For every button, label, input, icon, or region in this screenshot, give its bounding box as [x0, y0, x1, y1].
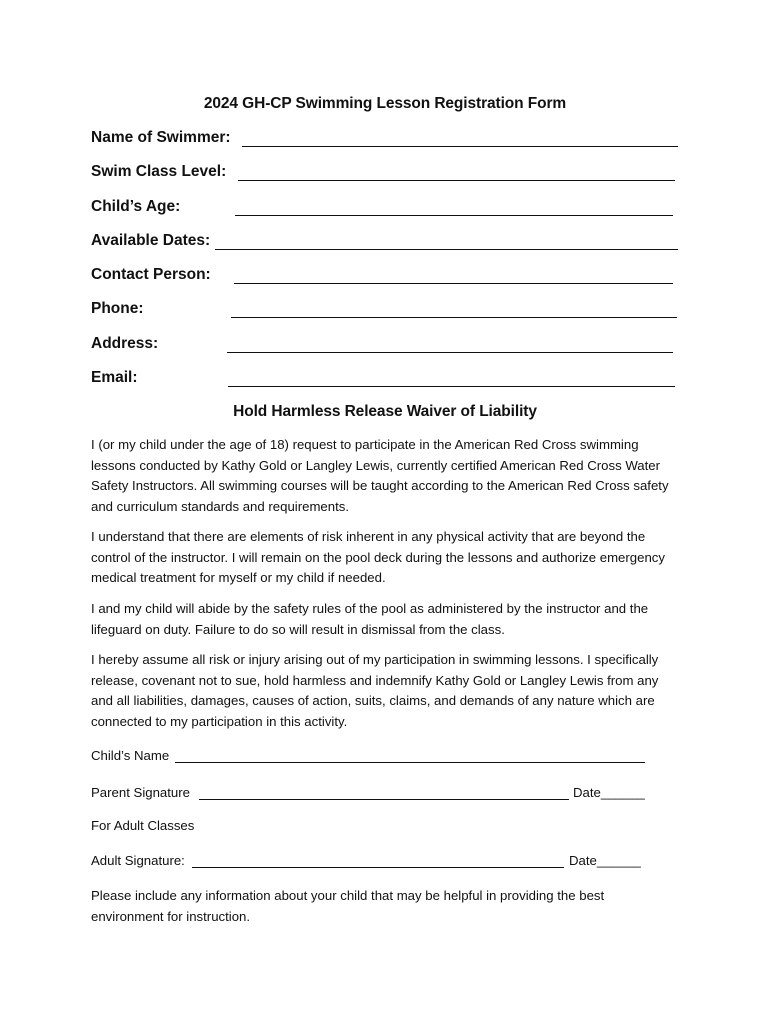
waiver-title: Hold Harmless Release Waiver of Liability [233, 403, 537, 420]
waiver-paragraph: I understand that there are elements of risk inherent in any physical activity that are beyond the control of the instructor. I will remain on the pool deck during the lessons and authorize emergency medical treatment for myself or my child if needed. [91, 529, 665, 586]
field-blank-line[interactable] [235, 214, 673, 216]
childs-name-line[interactable] [175, 762, 645, 763]
childs-name-label: Child’s Name [91, 748, 170, 763]
adult-signature-label: Adult Signature: [91, 853, 185, 868]
adult-date-field[interactable]: Date______ [569, 853, 641, 868]
field-label: Phone: [91, 300, 144, 317]
field-blank-line[interactable] [231, 316, 677, 318]
adult-classes-label: For Adult Classes [91, 818, 195, 833]
field-blank-line[interactable] [228, 385, 675, 387]
parent-signature-line[interactable] [199, 799, 569, 800]
field-label: Name of Swimmer: [91, 129, 231, 146]
parent-signature-label: Parent Signature [91, 785, 190, 800]
adult-signature-line[interactable] [192, 867, 564, 868]
field-blank-line[interactable] [234, 282, 673, 284]
field-label: Email: [91, 369, 138, 386]
waiver-paragraph: I hereby assume all risk or injury arising out of my participation in swimming lessons. I specifically release, covenant not to sue, hold harmless and indemnify Kathy Gold or Langley Lewis from any and all liabilities, damages, causes of action, suits, claims, and demands of any nature which are connected to my participation in this activity. [91, 652, 659, 729]
form-title: 2024 GH-CP Swimming Lesson Registration Form [203, 95, 567, 112]
waiver-paragraph: I (or my child under the age of 18) request to participate in the American Red Cross swimming lessons conducted by Kathy Gold or Langley Lewis, currently certified American Red Cross Water Safety Instructors. All swimming courses will be taught according to the American Red Cross safety and curriculum standards and requirements. [91, 437, 669, 514]
field-label: Child’s Age: [91, 198, 181, 215]
field-blank-line[interactable] [238, 179, 675, 181]
field-blank-line[interactable] [215, 248, 678, 250]
field-label: Available Dates: [91, 232, 211, 249]
field-label: Contact Person: [91, 266, 211, 283]
field-blank-line[interactable] [227, 351, 673, 353]
field-label: Swim Class Level: [91, 163, 227, 180]
field-label: Address: [91, 335, 159, 352]
footer-note: Please include any information about your child that may be helpful in providing the best environment for instruction. [91, 888, 605, 924]
waiver-paragraph: I and my child will abide by the safety rules of the pool as administered by the instructor and the lifeguard on duty. Failure to do so will result in dismissal from the class. [91, 601, 649, 637]
parent-date-field[interactable]: Date______ [573, 785, 645, 800]
field-blank-line[interactable] [242, 145, 678, 147]
